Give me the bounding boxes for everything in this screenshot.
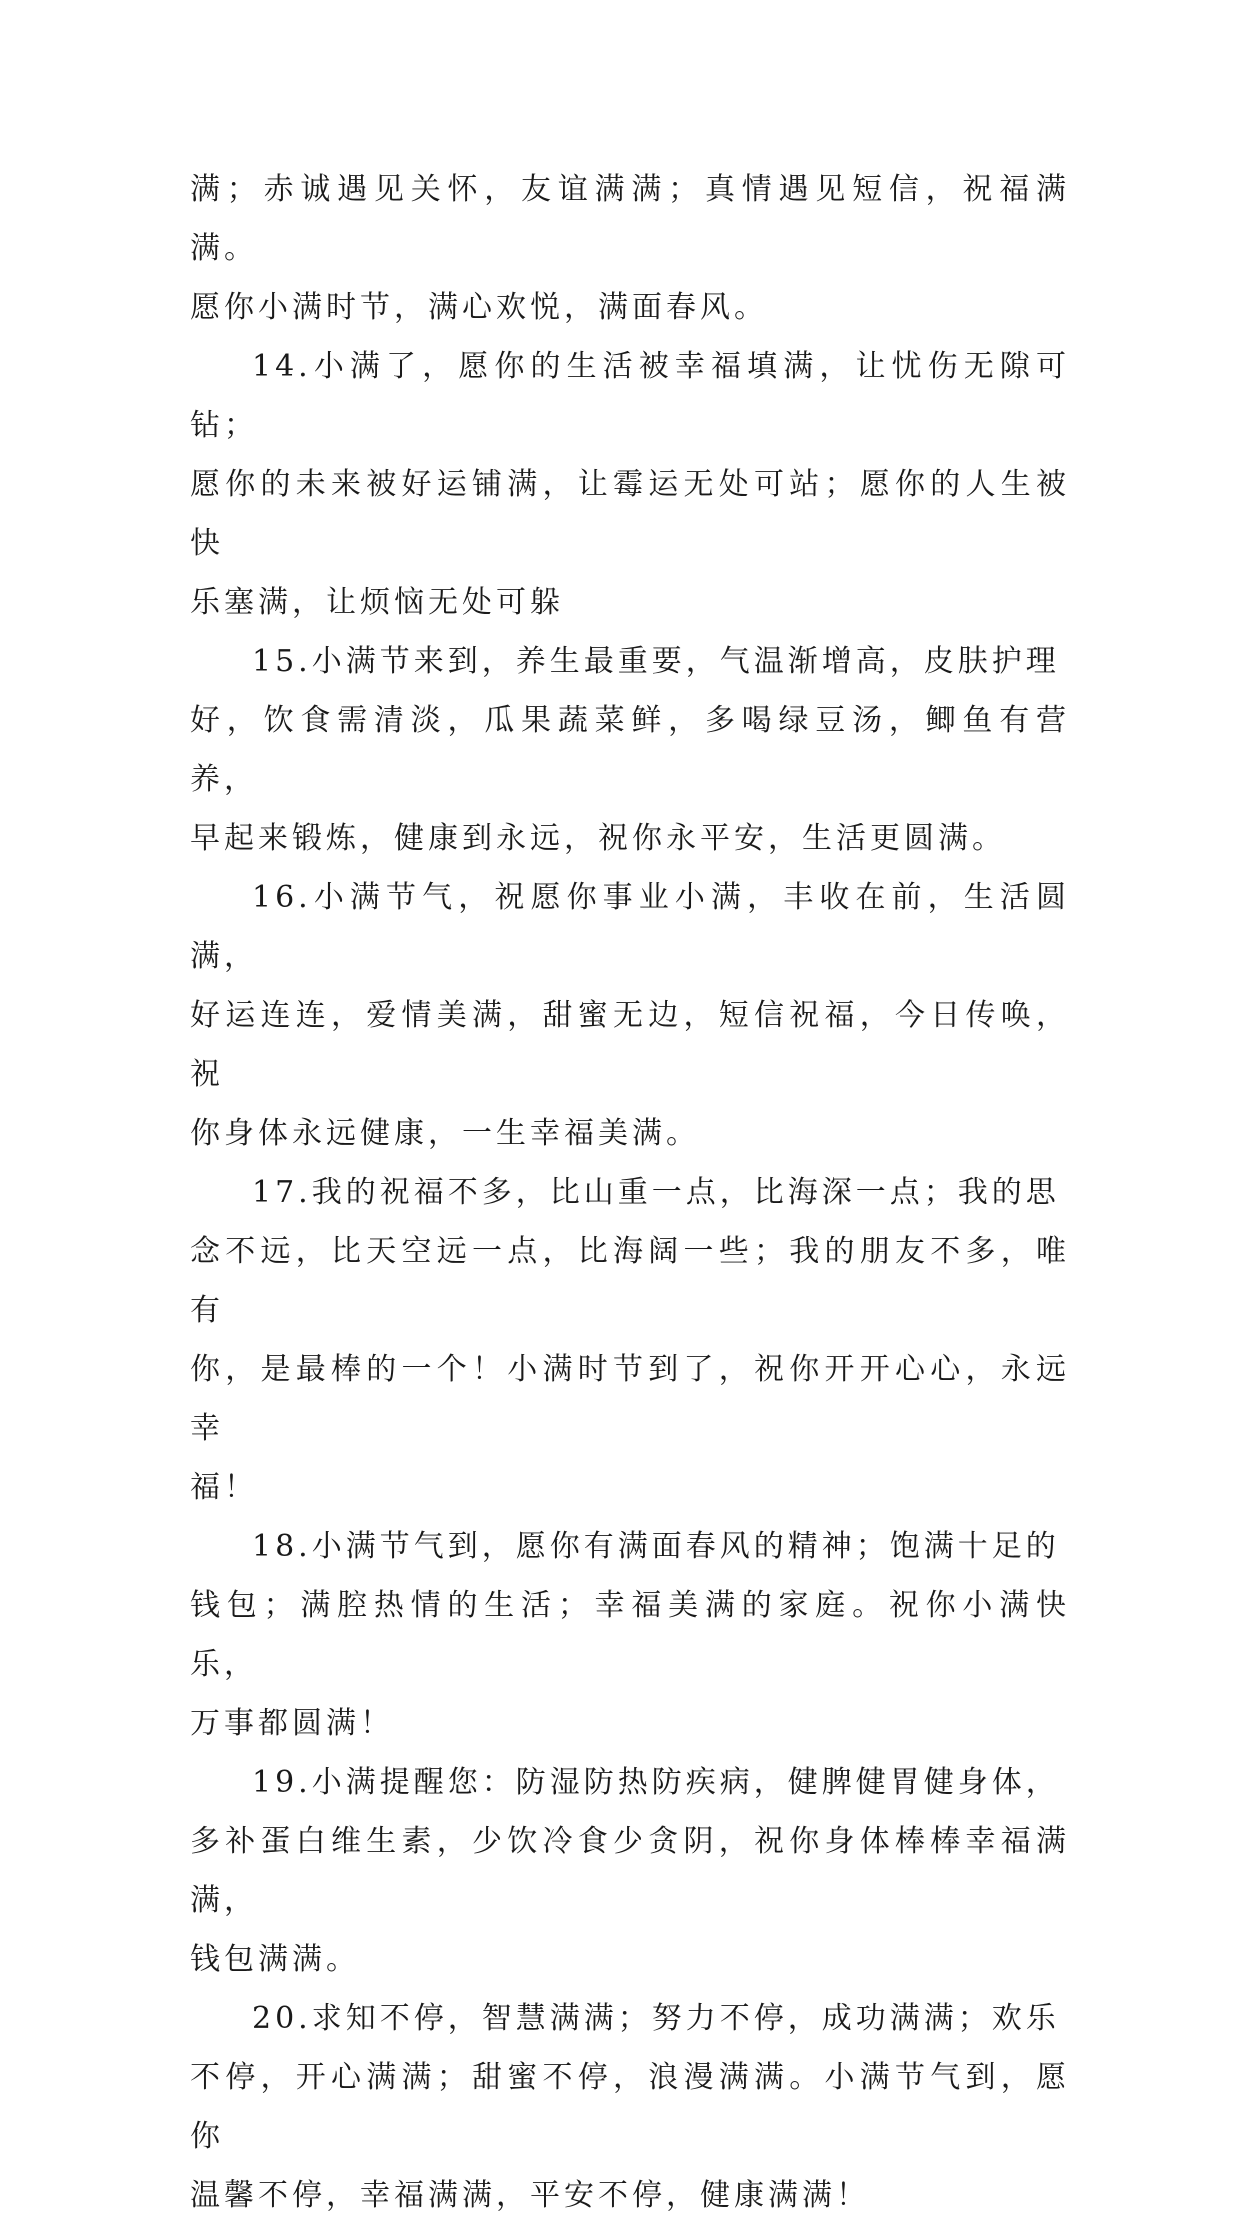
paragraph-20: 20.求知不停，智慧满满；努力不停，成功满满；欢乐 不停，开心满满；甜蜜不停，浪漫满满。小满节气到，愿你 温馨不停，幸福满满，平安不停，健康满满！	[190, 2001, 1070, 2213]
paragraph-17: 17.我的祝福不多，比山重一点，比海深一点；我的思 念不远，比天空远一点，比海阔一些；我的朋友不多，唯有 你，是最棒的一个！小满时节到了，祝你开开心心，永远幸 福！	[190, 1175, 1070, 1505]
paragraph-16: 16.小满节气，祝愿你事业小满，丰收在前，生活圆满， 好运连连，爱情美满，甜蜜无边，短信祝福，今日传唤，祝 你身体永远健康，一生幸福美满。	[190, 880, 1070, 1151]
paragraph-19: 19.小满提醒您：防湿防热防疾病，健脾健胃健身体， 多补蛋白维生素，少饮冷食少贪阴，祝你身体棒棒幸福满满， 钱包满满。	[190, 1765, 1070, 1977]
document-page	[190, 160, 1070, 2225]
paragraph-15: 15.小满节来到，养生最重要，气温渐增高，皮肤护理 好，饮食需清淡，瓜果蔬菜鲜，多喝绿豆汤，鲫鱼有营养， 早起来锻炼，健康到永远，祝你永平安，生活更圆满。	[190, 644, 1070, 856]
paragraph-continuation: 满；赤诚遇见关怀，友谊满满；真情遇见短信，祝福满满。 愿你小满时节，满心欢悦，满面春风。	[190, 172, 1070, 325]
paragraph-18: 18.小满节气到，愿你有满面春风的精神；饱满十足的 钱包；满腔热情的生活；幸福美满的家庭。祝你小满快乐， 万事都圆满！	[190, 1529, 1070, 1741]
paragraph-14: 14.小满了，愿你的生活被幸福填满，让忧伤无隙可钻； 愿你的未来被好运铺满，让霉运无处可站；愿你的人生被快 乐塞满，让烦恼无处可躲	[190, 349, 1070, 620]
